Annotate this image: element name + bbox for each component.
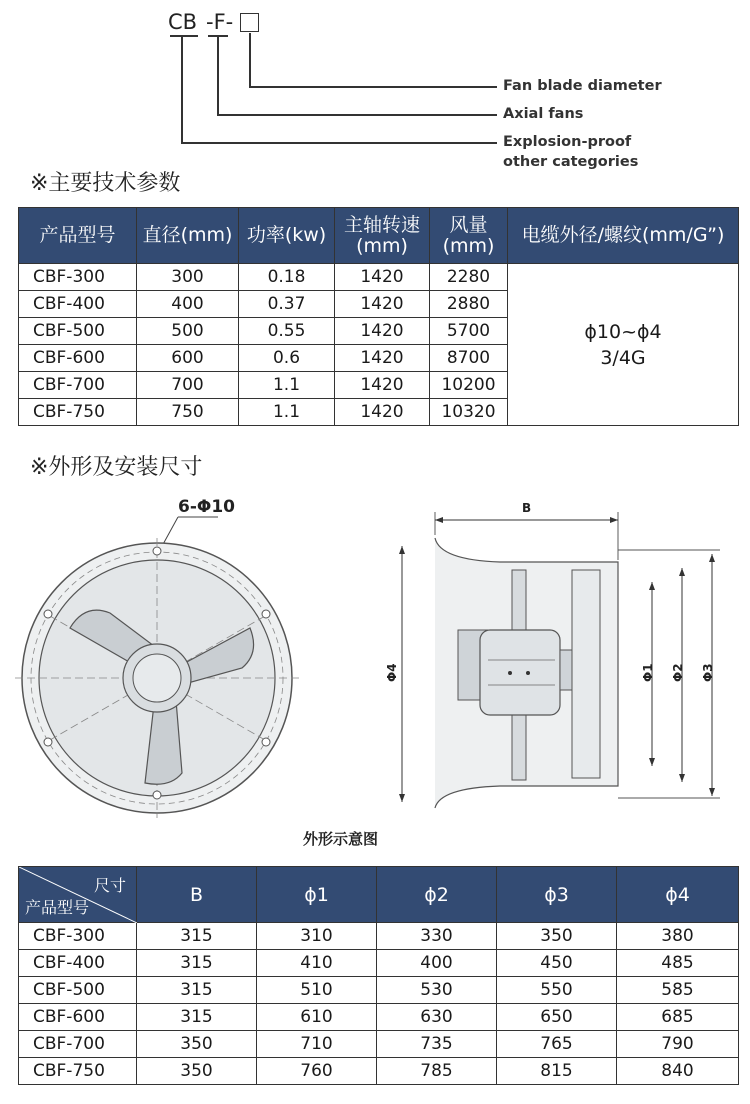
cell-phi1: 410 xyxy=(257,950,377,977)
model-code-prefix: CB xyxy=(168,10,198,34)
cell-model: CBF-500 xyxy=(19,318,137,345)
cell-speed: 1420 xyxy=(335,291,430,318)
table-row xyxy=(19,264,739,291)
dim-phi1-label: Φ1 xyxy=(641,663,655,682)
header-corner xyxy=(19,867,137,923)
table-row xyxy=(19,950,739,977)
cell-air: 8700 xyxy=(430,345,508,372)
model-code-middle: -F- xyxy=(206,10,234,34)
corner-bottom-label: 产品型号 xyxy=(25,898,90,917)
cell-power: 0.6 xyxy=(239,345,335,372)
cell-phi1: 310 xyxy=(257,923,377,950)
header-diameter: 直径(mm) xyxy=(137,208,239,264)
cell-phi4: 585 xyxy=(617,977,739,1004)
cell-phi2: 530 xyxy=(377,977,497,1004)
cell-phi4: 840 xyxy=(617,1058,739,1085)
dimensions-table xyxy=(18,866,739,1085)
cell-phi2: 400 xyxy=(377,950,497,977)
cell-phi3: 550 xyxy=(497,977,617,1004)
cell-phi4: 380 xyxy=(617,923,739,950)
cell-phi4: 485 xyxy=(617,950,739,977)
label-explosion-proof: Explosion-proof xyxy=(503,134,632,150)
corner-top-label: 尺寸 xyxy=(93,876,126,895)
cell-b: 315 xyxy=(137,977,257,1004)
cell-diameter: 300 xyxy=(137,264,239,291)
header-b: B xyxy=(137,867,257,923)
dim-b-label: B xyxy=(522,501,532,515)
leader-axial-h xyxy=(217,114,497,116)
cable-line1: ϕ10~ϕ4 xyxy=(584,320,662,343)
cell-model: CBF-600 xyxy=(19,1004,137,1031)
cell-phi3: 765 xyxy=(497,1031,617,1058)
cell-phi2: 330 xyxy=(377,923,497,950)
cell-power: 0.55 xyxy=(239,318,335,345)
motor-body xyxy=(480,630,560,715)
leader-axial-v xyxy=(217,36,219,114)
cell-phi4: 790 xyxy=(617,1031,739,1058)
table-row xyxy=(19,977,739,1004)
cell-model: CBF-750 xyxy=(19,399,137,426)
header-power: 功率(kw) xyxy=(239,208,335,264)
cell-diameter: 600 xyxy=(137,345,239,372)
leader-explosion-v xyxy=(181,36,183,142)
cell-air: 5700 xyxy=(430,318,508,345)
cable-line2: 3/4G xyxy=(600,346,646,369)
cell-phi3: 350 xyxy=(497,923,617,950)
section-title-specs: ※主要技术参数 xyxy=(30,171,181,196)
label-axial-fans: Axial fans xyxy=(503,106,584,122)
cell-diameter: 750 xyxy=(137,399,239,426)
cell-phi3: 815 xyxy=(497,1058,617,1085)
cell-b: 315 xyxy=(137,923,257,950)
cell-model: CBF-700 xyxy=(19,1031,137,1058)
header-phi4: ϕ4 xyxy=(617,867,739,923)
cell-phi3: 450 xyxy=(497,950,617,977)
cell-model: CBF-400 xyxy=(19,950,137,977)
cell-power: 1.1 xyxy=(239,399,335,426)
fan-front-view xyxy=(10,488,330,818)
specs-table xyxy=(18,207,739,426)
cell-speed: 1420 xyxy=(335,318,430,345)
cell-diameter: 400 xyxy=(137,291,239,318)
cell-air: 2880 xyxy=(430,291,508,318)
cell-model: CBF-400 xyxy=(19,291,137,318)
model-code-box xyxy=(240,13,259,32)
cell-speed: 1420 xyxy=(335,345,430,372)
header-cable: 电缆外径/螺纹(mm/G”) xyxy=(508,208,739,264)
underline-cb xyxy=(170,35,198,37)
header-phi2: ϕ2 xyxy=(377,867,497,923)
cell-power: 0.18 xyxy=(239,264,335,291)
table-row xyxy=(19,1058,739,1085)
cell-model: CBF-300 xyxy=(19,923,137,950)
cell-phi2: 630 xyxy=(377,1004,497,1031)
cell-speed: 1420 xyxy=(335,372,430,399)
cell-air: 10200 xyxy=(430,372,508,399)
cell-power: 0.37 xyxy=(239,291,335,318)
diagram-caption: 外形示意图 xyxy=(303,830,379,848)
cell-b: 350 xyxy=(137,1058,257,1085)
label-blade-diameter: Fan blade diameter xyxy=(503,78,662,94)
cell-phi2: 735 xyxy=(377,1031,497,1058)
dim-phi2-label: Φ2 xyxy=(671,663,685,682)
holes-label: 6-Φ10 xyxy=(178,497,235,517)
leader-blade-v xyxy=(249,33,251,86)
header-air-line1: 风量 xyxy=(449,213,488,236)
cell-phi2: 785 xyxy=(377,1058,497,1085)
cell-phi3: 650 xyxy=(497,1004,617,1031)
leader-explosion-h xyxy=(181,142,497,144)
cell-phi1: 760 xyxy=(257,1058,377,1085)
leader-blade-h xyxy=(249,86,497,88)
cell-diameter: 700 xyxy=(137,372,239,399)
dim-phi4-label: Φ4 xyxy=(385,663,399,682)
cell-phi1: 510 xyxy=(257,977,377,1004)
header-speed-line2: (mm) xyxy=(356,234,408,257)
header-air-line2: (mm) xyxy=(442,234,495,257)
header-phi3: ϕ3 xyxy=(497,867,617,923)
cell-model: CBF-500 xyxy=(19,977,137,1004)
cell-model: CBF-750 xyxy=(19,1058,137,1085)
dim-phi3-label: Φ3 xyxy=(701,663,715,682)
cell-power: 1.1 xyxy=(239,372,335,399)
cell-air: 10320 xyxy=(430,399,508,426)
cell-model: CBF-700 xyxy=(19,372,137,399)
cell-phi1: 610 xyxy=(257,1004,377,1031)
header-phi1: ϕ1 xyxy=(257,867,377,923)
header-air xyxy=(430,208,508,264)
cell-b: 350 xyxy=(137,1031,257,1058)
cell-diameter: 500 xyxy=(137,318,239,345)
cell-b: 315 xyxy=(137,950,257,977)
table-row xyxy=(19,1031,739,1058)
cell-phi4: 685 xyxy=(617,1004,739,1031)
cell-model: CBF-300 xyxy=(19,264,137,291)
table-row xyxy=(19,1004,739,1031)
header-model: 产品型号 xyxy=(19,208,137,264)
section-title-dimensions: ※外形及安装尺寸 xyxy=(30,455,203,480)
cell-model: CBF-600 xyxy=(19,345,137,372)
cell-phi1: 710 xyxy=(257,1031,377,1058)
header-speed xyxy=(335,208,430,264)
cell-speed: 1420 xyxy=(335,399,430,426)
cell-air: 2280 xyxy=(430,264,508,291)
cell-speed: 1420 xyxy=(335,264,430,291)
table-row xyxy=(19,923,739,950)
cell-b: 315 xyxy=(137,1004,257,1031)
blade-side xyxy=(572,570,600,778)
header-speed-line1: 主轴转速 xyxy=(343,213,420,236)
label-other-categories: other categories xyxy=(503,154,639,170)
fan-side-view xyxy=(380,490,730,810)
cell-cable xyxy=(508,264,739,426)
